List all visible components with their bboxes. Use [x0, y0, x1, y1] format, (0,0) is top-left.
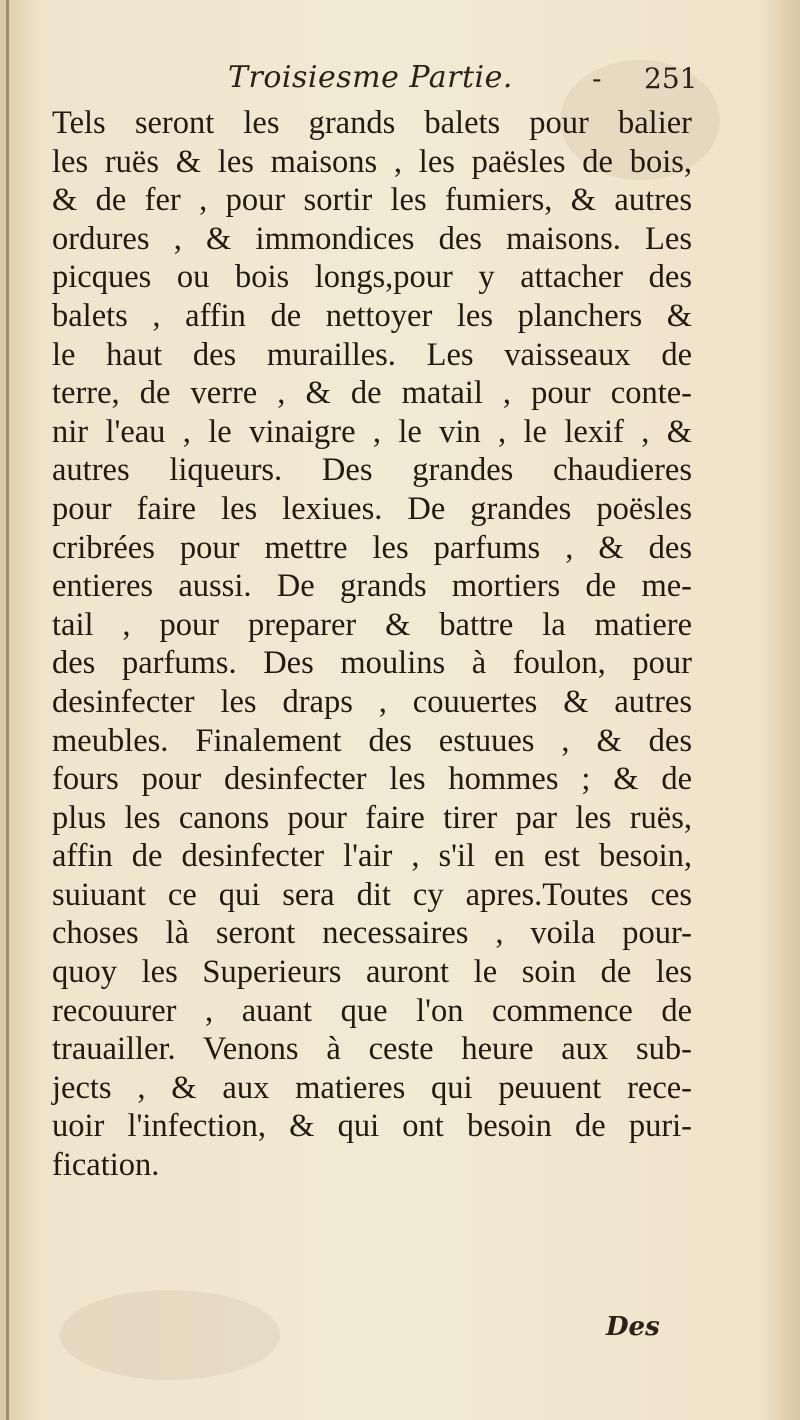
text-line: desinfecter les draps , couuertes & autres [52, 683, 692, 720]
text-line: pour faire les lexiues. De grandes poësles [52, 490, 692, 527]
text-line: suiuant ce qui sera dit cy apres.Toutes ces [52, 876, 692, 913]
text-line: affin de desinfecter l'air , s'il en est besoin, [52, 838, 692, 875]
text-line: uoir l'infection, & qui ont besoin de puri- [52, 1108, 692, 1145]
text-line: des parfums. Des moulins à foulon, pour [52, 645, 692, 682]
text-line: cribrées pour mettre les parfums , & des [52, 529, 692, 566]
text-line: ordures , & immondices des maisons. Les [52, 220, 692, 257]
text-line: & de fer , pour sortir les fumiers, & autres [52, 182, 692, 219]
text-line: tail , pour preparer & battre la matiere [52, 606, 692, 643]
text-line: autres liqueurs. Des grandes chaudieres [52, 452, 692, 489]
binding-edge [6, 0, 9, 1420]
text-line: plus les canons pour faire tirer par les ruës, [52, 799, 692, 836]
header-separator: - [592, 62, 602, 95]
text-line: balets , affin de nettoyer les planchers & [52, 297, 692, 334]
catchword: Des [606, 1312, 660, 1342]
text-line: recouurer , auant que l'on commence de [52, 992, 692, 1029]
text-line: terre, de verre , & de matail , pour conte- [52, 375, 692, 412]
body-text [52, 104, 692, 1185]
text-line: meubles. Finalement des estuues , & des [52, 722, 692, 759]
text-line: le haut des murailles. Les vaisseaux de [52, 336, 692, 373]
running-head: Troisiesme Partie. [228, 60, 513, 95]
paper-stain [60, 1290, 280, 1380]
text-line: fours pour desinfecter les hommes ; & de [52, 761, 692, 798]
text-line: choses là seront necessaires , voila pour- [52, 915, 692, 952]
text-line: picques ou bois longs,pour y attacher des [52, 259, 692, 296]
text-line: jects , & aux matieres qui peuuent rece- [52, 1069, 692, 1106]
text-line: Tels seront les grands balets pour balier [52, 105, 692, 141]
text-line: fication. [52, 1147, 160, 1184]
text-line: quoy les Superieurs auront le soin de les [52, 954, 692, 991]
text-line: les ruës & les maisons , les paësles de bois, [52, 143, 692, 180]
text-line: entieres aussi. De grands mortiers de me- [52, 568, 692, 605]
page-header [0, 52, 800, 102]
text-line: nir l'eau , le vinaigre , le vin , le lexif , & [52, 413, 692, 450]
page-number: 251 [644, 62, 698, 95]
text-line: trauailler. Venons à ceste heure aux sub- [52, 1031, 692, 1068]
